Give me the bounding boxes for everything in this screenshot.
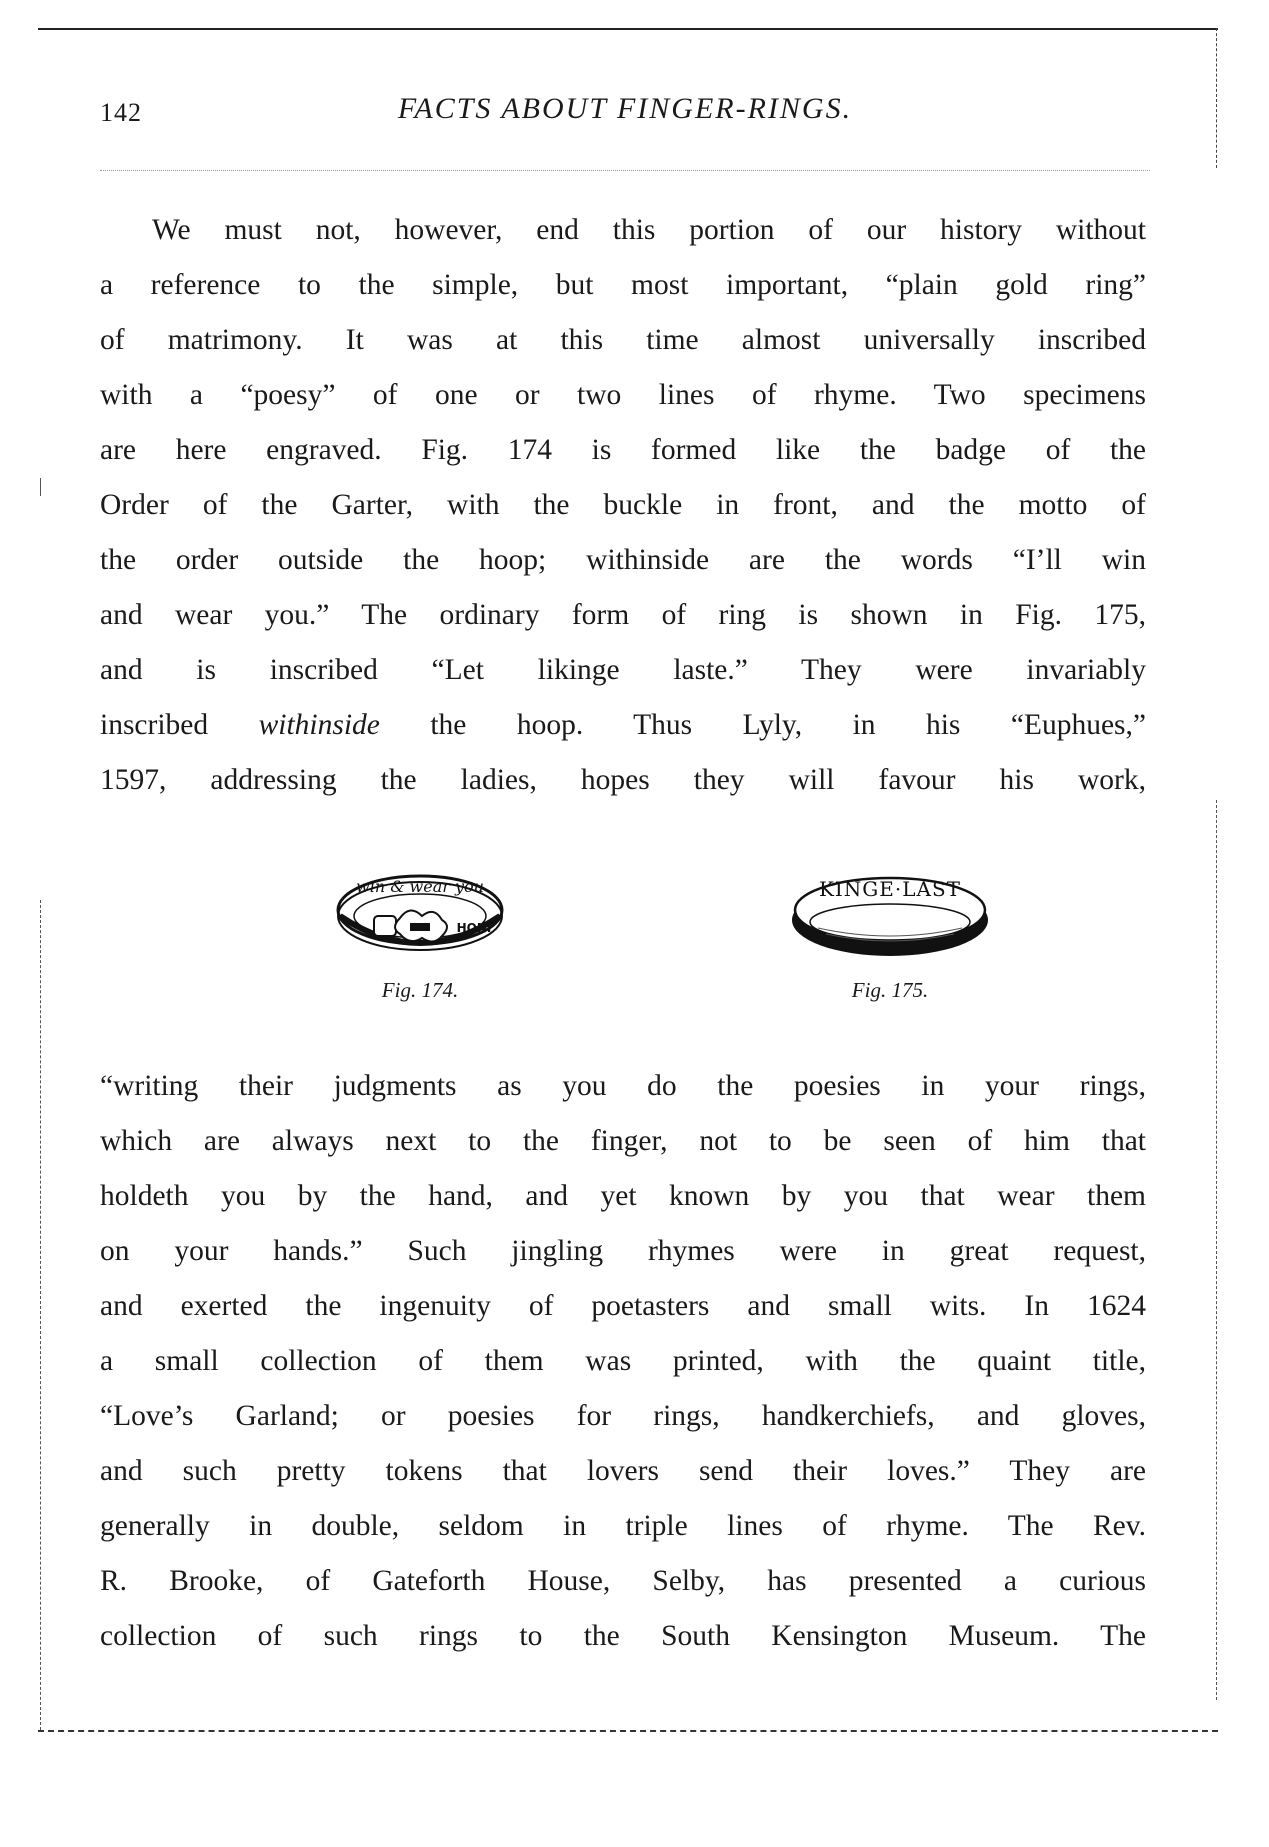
text-line: 1597, addressing the ladies, hopes they will favour his work, <box>100 764 1146 796</box>
text-line: We must not, however, end this portion of our history without <box>152 214 1146 246</box>
text-line: a small collection of them was printed, with the quaint title, <box>100 1345 1146 1377</box>
text-line: R. Brooke, of Gateforth House, Selby, has presented a curious <box>100 1565 1146 1597</box>
figure-175 <box>740 850 1040 1030</box>
plain-gold-ring-engraving <box>740 850 1040 975</box>
text-line: of matrimony. It was at this time almost universally inscribed <box>100 324 1146 356</box>
text-line: the order outside the hoop; withinside are the words “I’ll win <box>100 544 1146 576</box>
text-line: a reference to the simple, but most important, “plain gold ring” <box>100 269 1146 301</box>
page-header <box>100 92 1150 132</box>
left-margin-mark <box>40 478 41 496</box>
text-line: and wear you.” The ordinary form of ring is shown in Fig. 175, <box>100 599 1146 631</box>
page-number: 142 <box>100 98 142 127</box>
left-border-rule <box>40 900 41 1730</box>
right-border-rule-upper <box>1216 28 1217 168</box>
figure-174 <box>270 850 570 1030</box>
text-line: are here engraved. Fig. 174 is formed like the badge of the <box>100 434 1146 466</box>
text-line: holdeth you by the hand, and yet known by you that wear them <box>100 1180 1146 1212</box>
ring-inscription-174: win & wear you <box>356 877 484 896</box>
text-line: Order of the Garter, with the buckle in front, and the motto of <box>100 489 1146 521</box>
figure-caption: Fig. 174. <box>381 978 459 1002</box>
ring-inscription-175: KINGE·LAST <box>818 877 962 901</box>
right-border-rule-lower <box>1216 800 1217 1700</box>
text-line: and exerted the ingenuity of poetasters and small wits. In 1624 <box>100 1290 1146 1322</box>
text-line: which are always next to the finger, not to be seen of him that <box>100 1125 1146 1157</box>
running-title: FACTS ABOUT FINGER-RINGS. <box>397 92 853 125</box>
paragraph-2 <box>100 1059 1146 1664</box>
garter-ring-engraving <box>270 850 570 975</box>
text-line: generally in double, seldom in triple lines of rhyme. The Rev. <box>100 1510 1146 1542</box>
text-line: and is inscribed “Let likinge laste.” They were invariably <box>100 654 1146 686</box>
garter-motto-fragment: HONI <box>456 921 492 935</box>
text-line: collection of such rings to the South Kensington Museum. The <box>100 1620 1146 1652</box>
top-border-rule <box>38 28 1218 30</box>
figures-row <box>100 850 1146 1030</box>
figure-caption: Fig. 175. <box>851 978 929 1002</box>
text-line: and such pretty tokens that lovers send their loves.” They are <box>100 1455 1146 1487</box>
paragraph-1 <box>100 203 1146 808</box>
bottom-border-rule <box>38 1730 1218 1732</box>
text-line <box>100 698 1146 753</box>
text-line: “Love’s Garland; or poesies for rings, handkerchiefs, and gloves, <box>100 1400 1146 1432</box>
text-fragment: inscribed <box>100 709 259 741</box>
text-line: “writing their judgments as you do the poesies in your rings, <box>100 1070 1146 1102</box>
header-separator <box>100 170 1150 175</box>
italic-word-withinside: withinside <box>258 709 380 741</box>
text-line: on your hands.” Such jingling rhymes were in great request, <box>100 1235 1146 1267</box>
text-fragment: the hoop. Thus Lyly, in his “Euphues,” <box>379 709 1146 741</box>
text-line: with a “poesy” of one or two lines of rhyme. Two specimens <box>100 379 1146 411</box>
